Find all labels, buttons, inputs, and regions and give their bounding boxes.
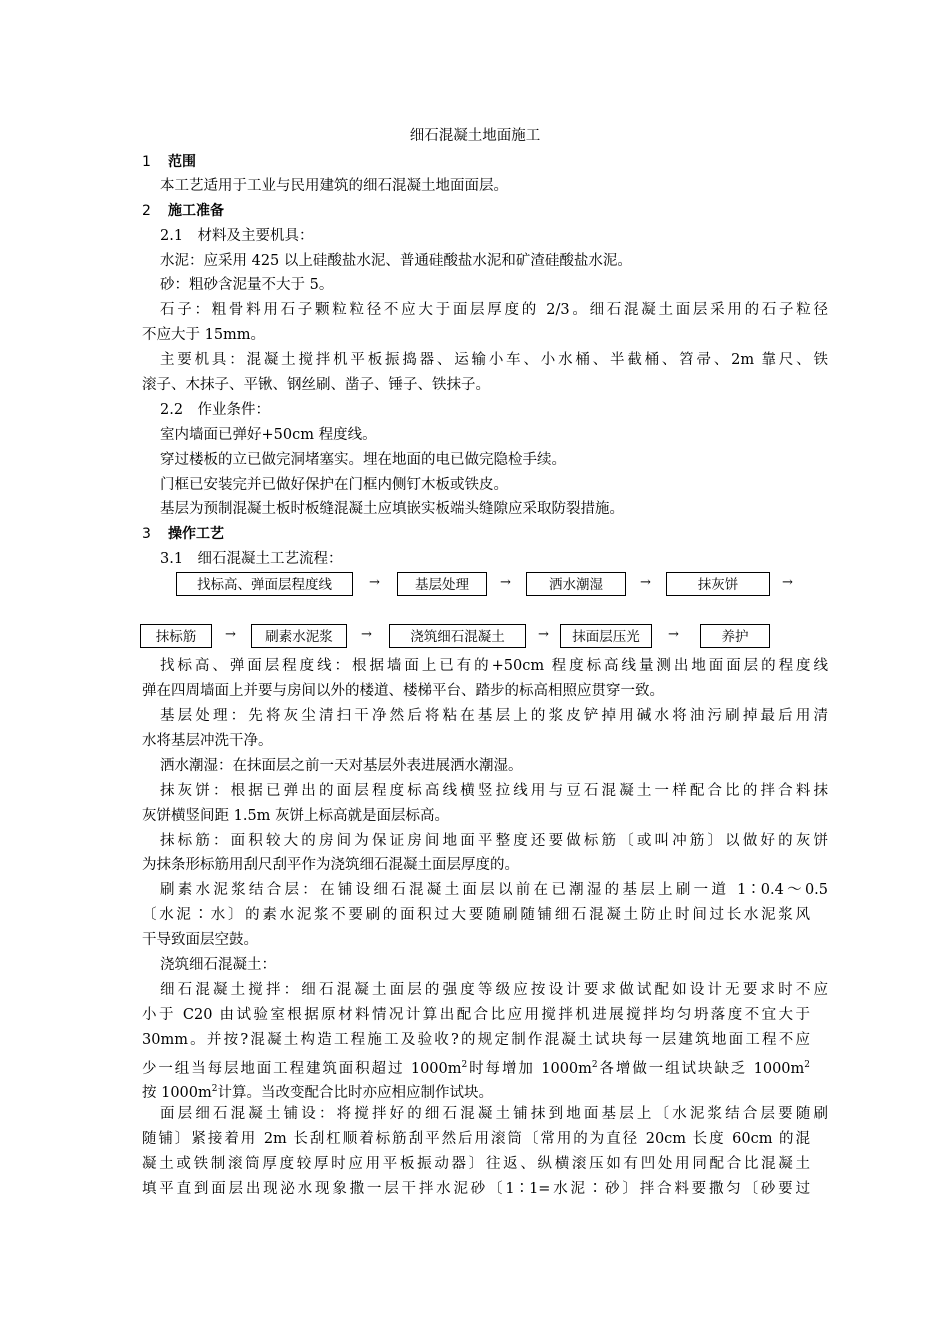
section-title: 操作工艺 <box>168 526 224 542</box>
flow-arrow: → <box>782 575 793 590</box>
superscript: 2 <box>804 1060 811 1070</box>
paragraph: 30mm。并按?混凝土构造工程施工及验收?的规定制作混凝土试块每一层建筑地面工程不应 <box>142 1032 810 1048</box>
paragraph: 门框已安装完并已做好保护在门框内侧钉木板或铁皮。 <box>160 477 508 493</box>
paragraph: 不应大于 15mm。 <box>142 327 266 343</box>
flow-arrow: → <box>640 575 651 590</box>
paragraph: 浇筑细石混凝土： <box>160 957 276 973</box>
flow-arrow: → <box>668 627 679 642</box>
section-2-heading <box>142 199 810 223</box>
subsection-2-1: 2.1 材料及主要机具： <box>160 228 314 244</box>
paragraph: 灰饼横竖间距 1.5m 灰饼上标高就是面层标高。 <box>142 808 450 824</box>
text-run: 各增做一组试块缺乏 1000m <box>597 1060 805 1077</box>
paragraph: 室内墙面已弹好+50cm 程度线。 <box>160 427 377 443</box>
paragraph: 找标高、弹面层程度线：根据墙面上已有的+50cm 程度标高线量测出地面面层的程度线 <box>160 658 828 674</box>
section-title: 施工准备 <box>168 203 224 219</box>
flow-step-box: 浇筑细石混凝土 <box>389 624 526 648</box>
superscript: 2 <box>211 1084 218 1094</box>
flow-arrow: → <box>500 575 511 590</box>
flow-arrow: → <box>361 627 372 642</box>
paragraph: 凝土或铁制滚筒厚度较厚时应用平板振动器〕往返、纵横滚压如有凹处用同配合比混凝土 <box>142 1156 810 1172</box>
flow-step-box: 抹灰饼 <box>666 572 770 596</box>
paragraph: 为抹条形标筋用刮尺刮平作为浇筑细石混凝土面层厚度的。 <box>142 857 519 873</box>
text-run: 按 1000m <box>142 1084 212 1101</box>
paragraph: 弹在四周墙面上并要与房间以外的楼道、楼梯平台、踏步的标高相照应贯穿一致。 <box>142 683 664 699</box>
text-run: 时每增加 1000m <box>467 1060 592 1077</box>
section-number: 1 <box>142 154 151 170</box>
paragraph: 抹灰饼：根据已弹出的面层程度标高线横竖拉线用与豆石混凝土一样配合比的拌合料抹 <box>160 783 828 799</box>
text-run: 计算。当改变配合比时亦应相应制作试块。 <box>217 1084 493 1101</box>
flow-step-box: 基层处理 <box>397 572 487 596</box>
paragraph: 基层为预制混凝土板时板缝混凝土应填嵌实板端头缝隙应采取防裂措施。 <box>160 501 624 517</box>
paragraph: 基层处理：先将灰尘清扫干净然后将粘在基层上的浆皮铲掉用碱水将油污刷掉最后用清 <box>160 708 828 724</box>
paragraph: 水泥：应采用 425 以上硅酸盐水泥、普通硅酸盐水泥和矿渣硅酸盐水泥。 <box>160 253 632 269</box>
superscript: 2 <box>591 1060 598 1070</box>
flow-step-box: 刷素水泥浆 <box>251 624 347 648</box>
paragraph: 刷素水泥浆结合层：在铺设细石混凝土面层以前在已潮湿的基层上刷一道 1∶0.4～0.5 <box>160 882 828 898</box>
paragraph: 填平直到面层出现泌水现象撒一层干拌水泥砂〔1∶1=水泥∶砂〕拌合料要撒匀〔砂要过 <box>142 1181 810 1197</box>
paragraph: 水将基层冲洗干净。 <box>142 733 273 749</box>
paragraph: 本工艺适用于工业与民用建筑的细石混凝土地面面层。 <box>160 178 508 194</box>
section-number: 2 <box>142 203 151 219</box>
paragraph: 砂：粗砂含泥量不大于 5。 <box>160 277 334 293</box>
flow-arrow: → <box>538 627 549 642</box>
flow-step-box: 抹标筋 <box>140 624 212 648</box>
section-1-heading <box>142 150 810 174</box>
paragraph: 抹标筋：面积较大的房间为保证房间地面平整度还要做标筋〔或叫冲筋〕以做好的灰饼 <box>160 833 828 849</box>
flow-step-box: 洒水潮湿 <box>526 572 626 596</box>
paragraph: 细石混凝土搅拌：细石混凝土面层的强度等级应按设计要求做试配如设计无要求时不应 <box>160 982 828 998</box>
paragraph: 〔水泥∶水〕的素水泥浆不要刷的面积过大要随刷随铺细石混凝土防止时间过长水泥浆风 <box>142 907 810 923</box>
flow-step-box: 找标高、弹面层程度线 <box>176 572 353 596</box>
flow-arrow: → <box>369 575 380 590</box>
paragraph: 干导致面层空鼓。 <box>142 932 258 948</box>
subsection-3-1: 3.1 细石混凝土工艺流程： <box>160 551 343 567</box>
flow-step-box: 养护 <box>700 624 770 648</box>
section-3-heading <box>142 522 810 546</box>
subsection-2-2: 2.2 作业条件： <box>160 402 271 418</box>
section-title: 范围 <box>168 154 196 170</box>
page-title: 细石混凝土地面施工 <box>409 128 541 144</box>
paragraph: 石子：粗骨料用石子颗粒粒径不应大于面层厚度的 2/3。细石混凝土面层采用的石子粒径 <box>160 302 828 318</box>
paragraph: 主要机具：混凝土搅拌机平板振捣器、运输小车、小水桶、半截桶、笤帚、2m 靠尺、铁 <box>160 352 828 368</box>
paragraph: 滚子、木抹子、平锹、钢丝刷、凿子、锤子、铁抹子。 <box>142 377 490 393</box>
paragraph: 面层细石混凝土铺设：将搅拌好的细石混凝土铺抹到地面基层上〔水泥浆结合层要随刷 <box>160 1106 828 1122</box>
section-number: 3 <box>142 526 151 542</box>
paragraph: 小于 C20 由试验室根据原材料情况计算出配合比应用搅拌机进展搅拌均匀坍落度不宜大于 <box>142 1007 810 1023</box>
superscript: 2 <box>461 1060 468 1070</box>
paragraph: 随铺〕紧接着用 2m 长刮杠顺着标筋刮平然后用滚筒〔常用的为直径 20cm 长度 60cm 的混 <box>142 1131 810 1147</box>
text-run: 少一组当每层地面工程建筑面积超过 1000m <box>142 1060 462 1077</box>
paragraph <box>142 1077 810 1105</box>
flow-step-box: 抹面层压光 <box>560 624 652 648</box>
paragraph: 洒水潮湿：在抹面层之前一天对基层外表进展洒水潮湿。 <box>160 758 523 774</box>
paragraph: 穿过楼板的立已做完洞堵塞实。埋在地面的电已做完隐检手续。 <box>160 452 566 468</box>
flow-arrow: → <box>225 627 236 642</box>
